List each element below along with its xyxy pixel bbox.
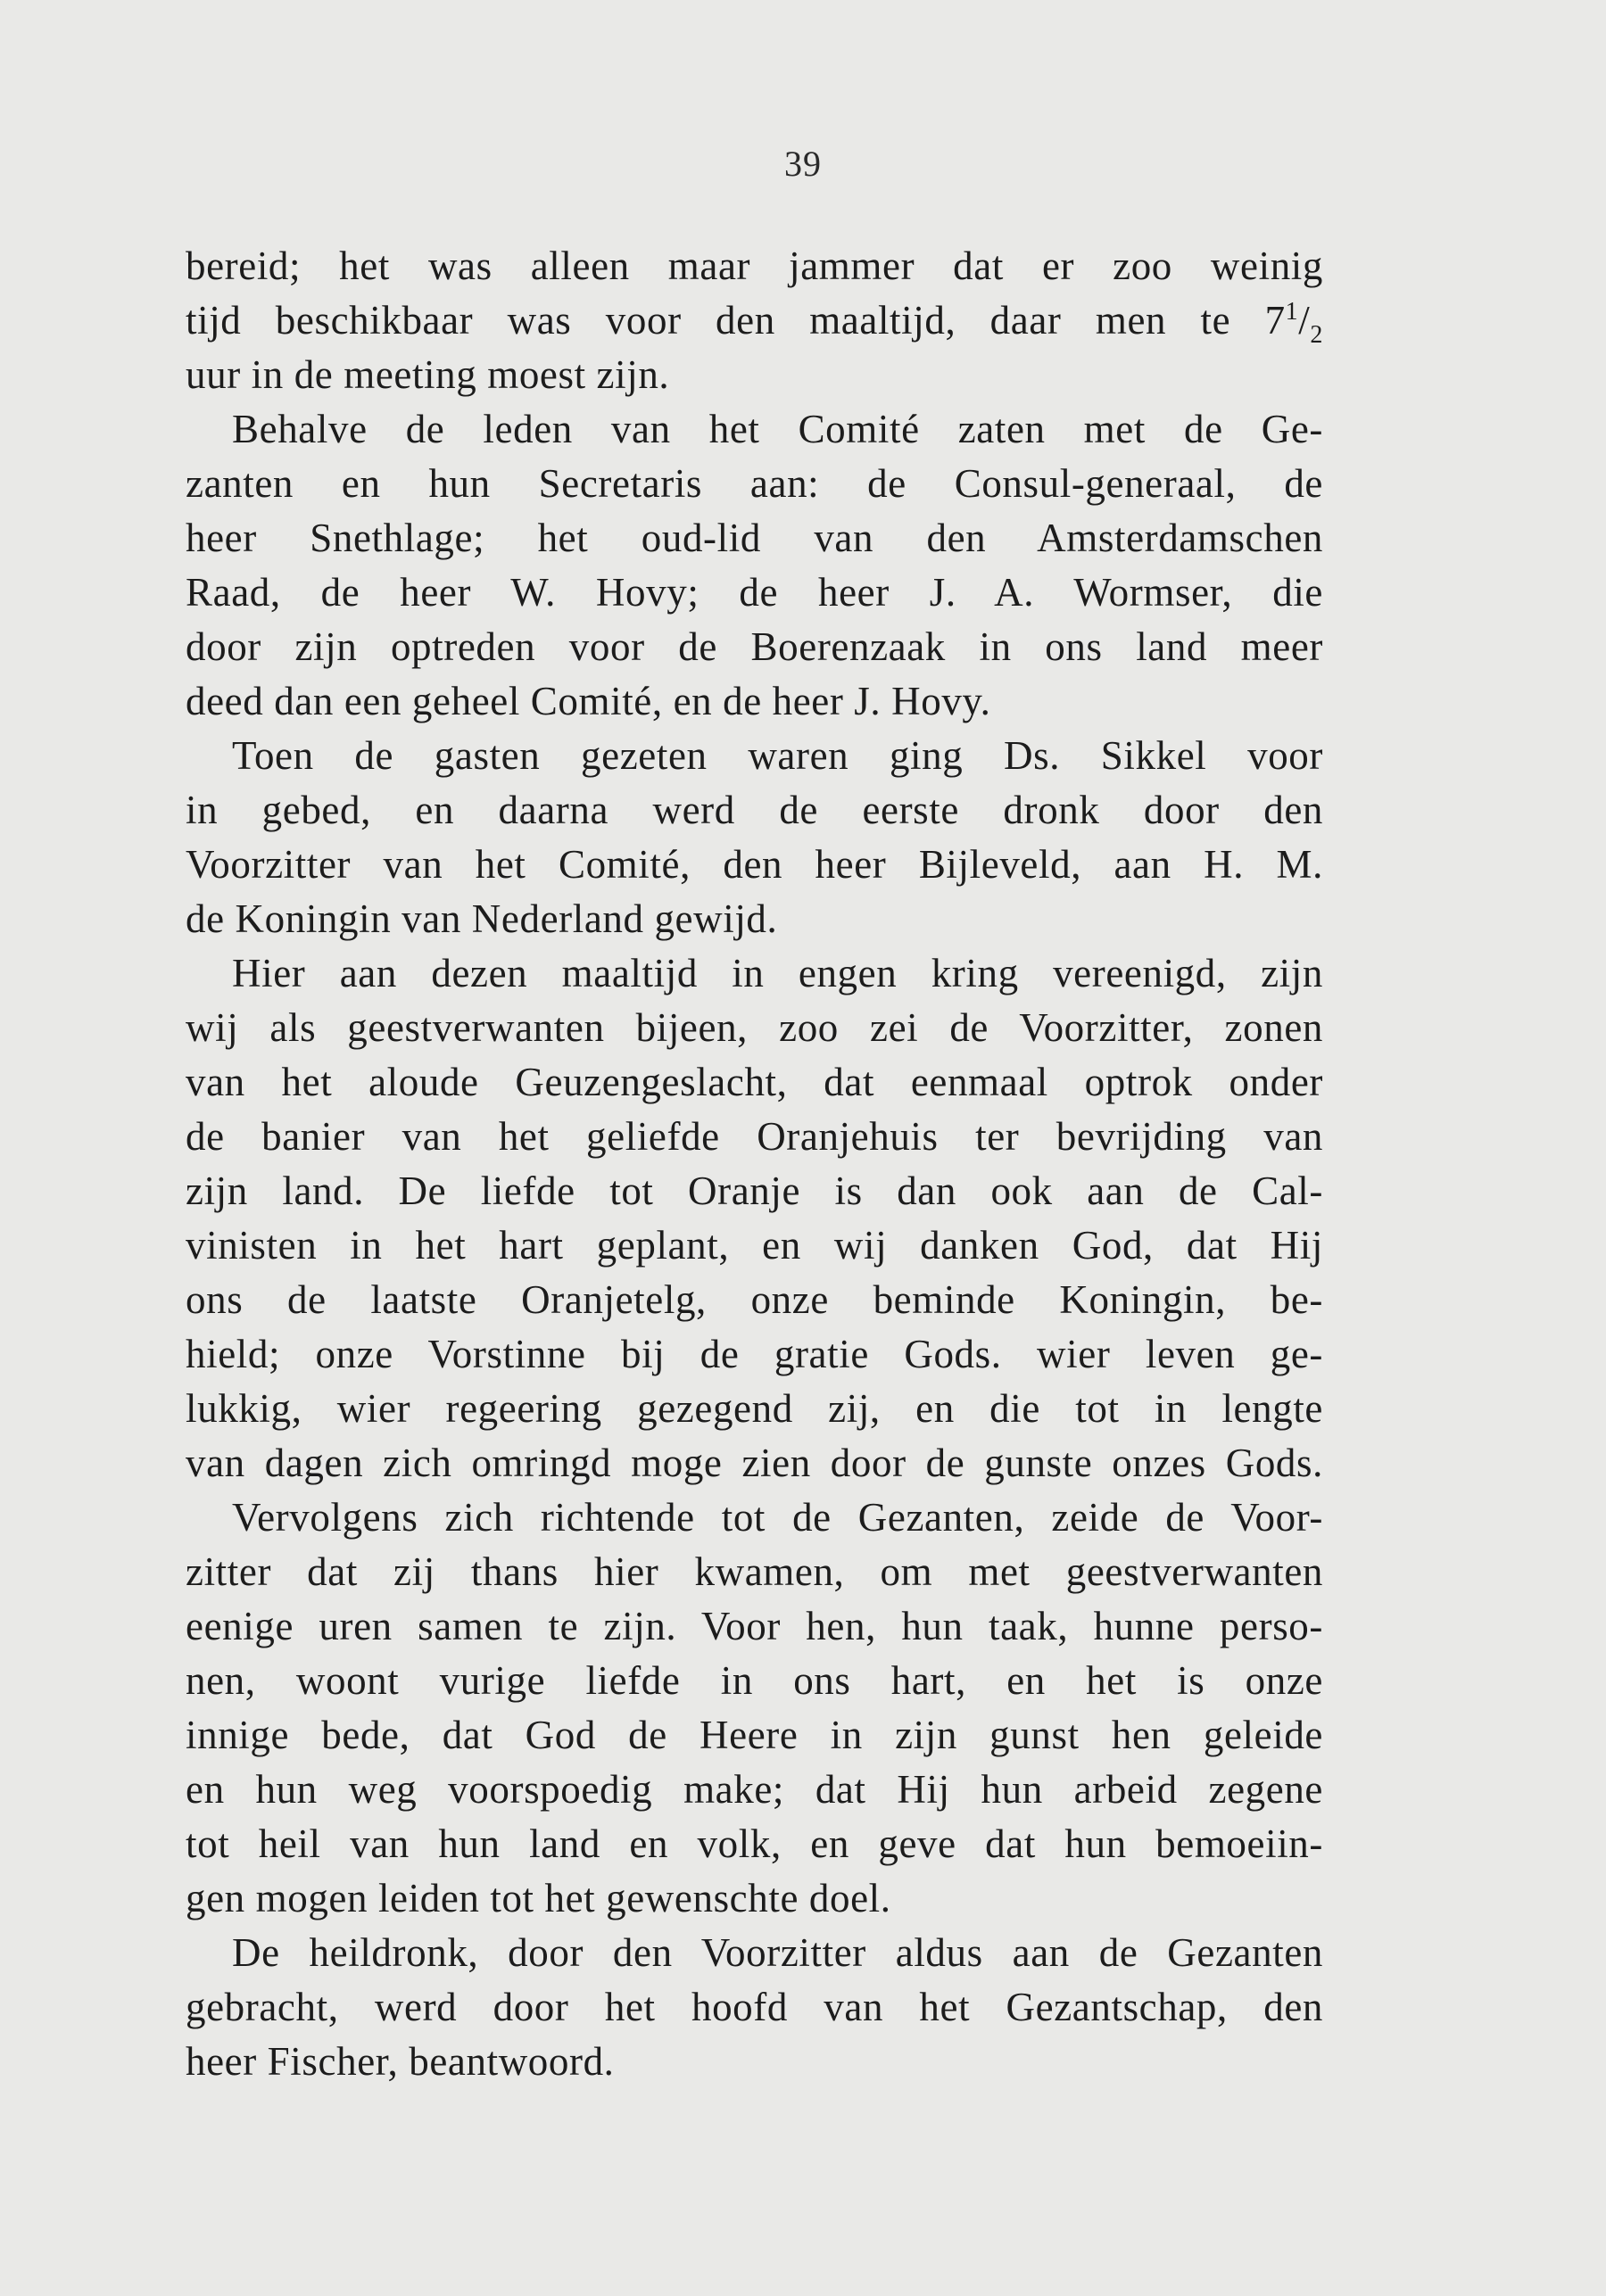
text-line: Vervolgens zich richtende tot de Gezanten, zeide de Voor- [232,1495,1323,1540]
fraction-denominator: 2 [1310,321,1323,348]
text-line: nen, woont vurige liefde in ons hart, en het is onze [186,1658,1323,1703]
text-line: Voorzitter van het Comité, den heer Bijleveld, aan H. M. [186,842,1323,887]
text-line: vinisten in het hart geplant, en wij danken God, dat Hij [186,1223,1323,1268]
text-line: lukkig, wier regeering gezegend zij, en die tot in lengte [186,1386,1323,1431]
text-line: van dagen zich omringd moge zien door de gunste onzes Gods. [186,1441,1323,1485]
text-line: van het aloude Geuzengeslacht, dat eenmaal optrok onder [186,1060,1323,1104]
text-line: door zijn optreden voor de Boerenzaak in ons land meer [186,624,1323,669]
text-line: ons de laatste Oranjetelg, onze beminde Koningin, be- [186,1277,1323,1322]
text-line: zanten en hun Secretaris aan: de Consul-generaal, de [186,461,1323,506]
text-line: deed dan een geheel Comité, en de heer J. Hovy. [186,679,991,723]
text-line: Toen de gasten gezeten waren ging Ds. Sikkel voor [232,733,1323,778]
text-line: en hun weg voorspoedig make; dat Hij hun arbeid zegene [186,1767,1323,1812]
text-line: Behalve de leden van het Comité zaten met de Ge- [232,407,1323,451]
text-line: zijn land. De liefde tot Oranje is dan ook aan de Cal- [186,1169,1323,1213]
text-line [186,293,1323,348]
text-line: gen mogen leiden tot het gewenschte doel. [186,1876,891,1920]
text-line: heer Snethlage; het oud-lid van den Amsterdamschen [186,516,1323,560]
text-line: De heildronk, door den Voorzitter aldus aan de Gezanten [232,1930,1323,1975]
text-line: de Koningin van Nederland gewijd. [186,896,778,941]
text-line: de banier van het geliefde Oranjehuis ter bevrijding van [186,1114,1323,1159]
body-text [186,239,1323,2089]
text-line: Raad, de heer W. Hovy; de heer J. A. Wormser, die [186,570,1323,615]
fraction-slash: / [1298,298,1311,343]
text-line: innige bede, dat God de Heere in zijn gunst hen geleide [186,1713,1323,1757]
text-line: heer Fischer, beantwoord. [186,2039,615,2084]
text-line: bereid; het was alleen maar jammer dat er zoo weinig [186,244,1323,288]
text-line: tot heil van hun land en volk, en geve dat hun bemoeiin- [186,1821,1323,1866]
page-number: 39 [784,144,822,184]
fraction-numerator: 1 [1285,298,1299,326]
text-line: gebracht, werd door het hoofd van het Gezantschap, den [186,1985,1323,2029]
text-line: wij als geestverwanten bijeen, zoo zei de Voorzitter, zonen [186,1005,1323,1050]
text-line: in gebed, en daarna werd de eerste dronk door den [186,788,1323,832]
text-line: zitter dat zij thans hier kwamen, om met geestverwanten [186,1549,1323,1594]
text-line: hield; onze Vorstinne bij de gratie Gods. wier leven ge- [186,1332,1323,1376]
text-line: uur in de meeting moest zijn. [186,352,670,397]
text-line: eenige uren samen te zijn. Voor hen, hun taak, hunne perso- [186,1604,1323,1648]
text-line: Hier aan dezen maaltijd in engen kring vereenigd, zijn [232,951,1323,995]
text-fragment: tijd beschikbaar was voor den maaltijd, daar men te 7 [186,298,1286,343]
